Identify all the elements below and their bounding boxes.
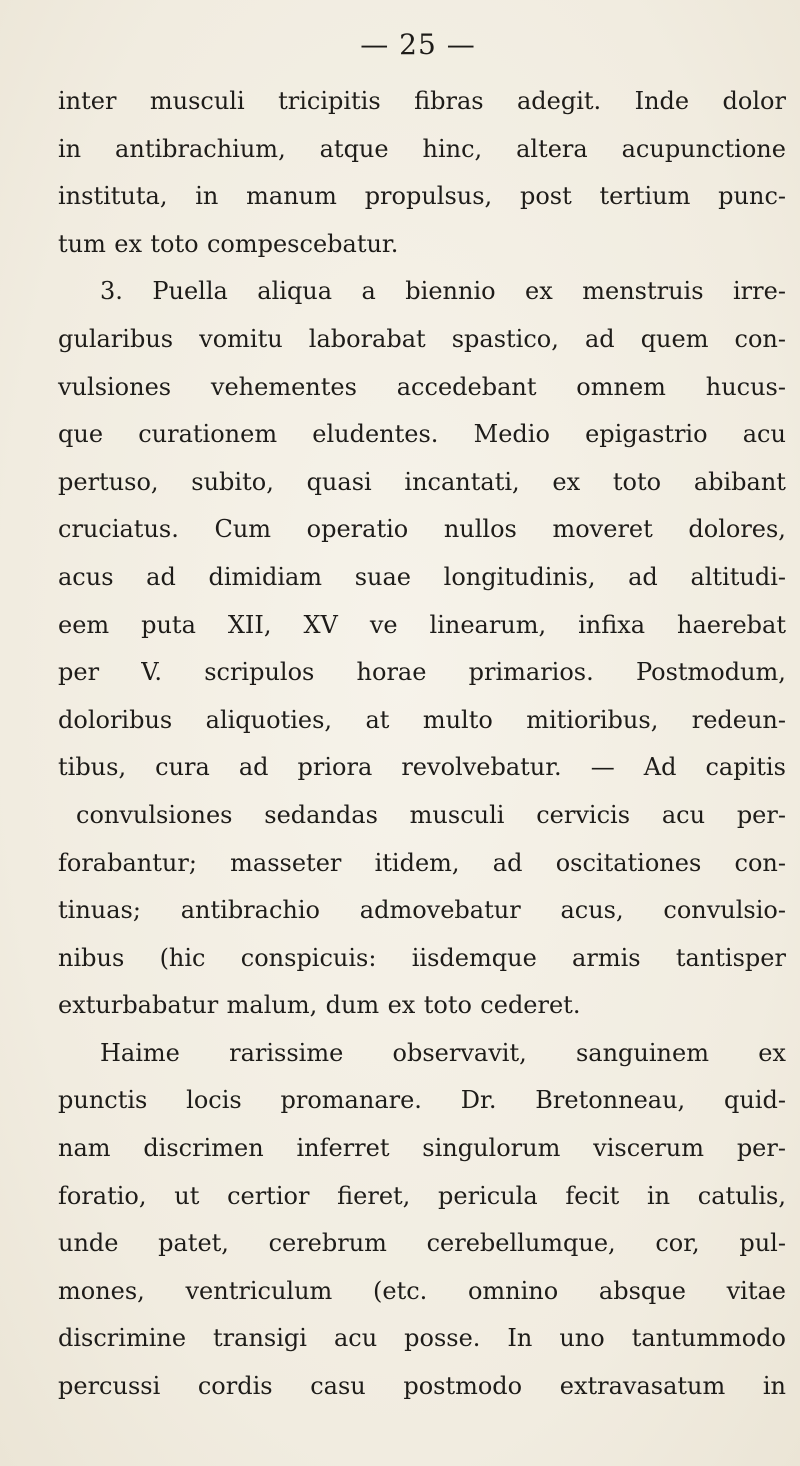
text-line: punctis locis promanare. Dr. Bretonneau, quid- — [58, 1086, 786, 1115]
text-line: tum ex toto compescebatur. — [58, 229, 399, 258]
text-line: nibus (hic conspicuis: iisdemque armis tantisper — [58, 943, 786, 972]
text-line: tibus, cura ad priora revolvebatur. — Ad capitis — [58, 753, 786, 782]
text-line: nam discrimen inferret singulorum viscerum per- — [58, 1134, 786, 1163]
text-line: unde patet, cerebrum cerebellumque, cor, pul- — [58, 1229, 786, 1258]
text-line: Haime rarissime observavit, sanguinem ex — [100, 1038, 786, 1067]
text-line: que curationem eludentes. Medio epigastrio acu — [58, 420, 786, 449]
text-line: instituta, in manum propulsus, post tertium punc- — [58, 182, 786, 211]
text-line: convulsiones sedandas musculi cervicis acu per- — [76, 800, 786, 829]
text-line: exturbabatur malum, dum ex toto cederet. — [58, 991, 581, 1020]
text-line: percussi cordis casu postmodo extravasatum in — [58, 1372, 786, 1401]
text-line: inter musculi tricipitis fibras adegit. Inde dolor — [58, 87, 786, 115]
text-line: 3. Puella aliqua a biennio ex menstruis irre- — [100, 277, 786, 306]
text-line: eem puta XII, XV ve linearum, infixa haerebat — [58, 610, 786, 639]
text-line: tinuas; antibrachio admovebatur acus, convulsio- — [58, 896, 786, 925]
text-line: in antibrachium, atque hinc, altera acupunctione — [58, 134, 786, 163]
body-text — [58, 78, 786, 1411]
text-line: acus ad dimidiam suae longitudinis, ad altitudi- — [58, 562, 786, 591]
text-line: doloribus aliquoties, at multo mitioribus, redeun- — [58, 705, 786, 734]
text-line: cruciatus. Cum operatio nullos moveret dolores, — [58, 515, 786, 544]
text-line: discrimine transigi acu posse. In uno tantummodo — [58, 1324, 786, 1353]
text-line: gularibus vomitu laborabat spastico, ad quem con- — [58, 324, 786, 353]
text-line: vulsiones vehementes accedebant omnem hucus- — [58, 372, 786, 401]
page-number: — 25 — — [360, 28, 476, 61]
text-line: pertuso, subito, quasi incantati, ex toto abibant — [58, 467, 786, 496]
text-line: mones, ventriculum (etc. omnino absque vitae — [58, 1276, 786, 1305]
text-line: foratio, ut certior fieret, pericula fecit in catulis, — [58, 1181, 786, 1210]
text-line: forabantur; masseter itidem, ad oscitationes con- — [58, 848, 786, 877]
text-line: per V. scripulos horae primarios. Postmodum, — [58, 658, 786, 687]
